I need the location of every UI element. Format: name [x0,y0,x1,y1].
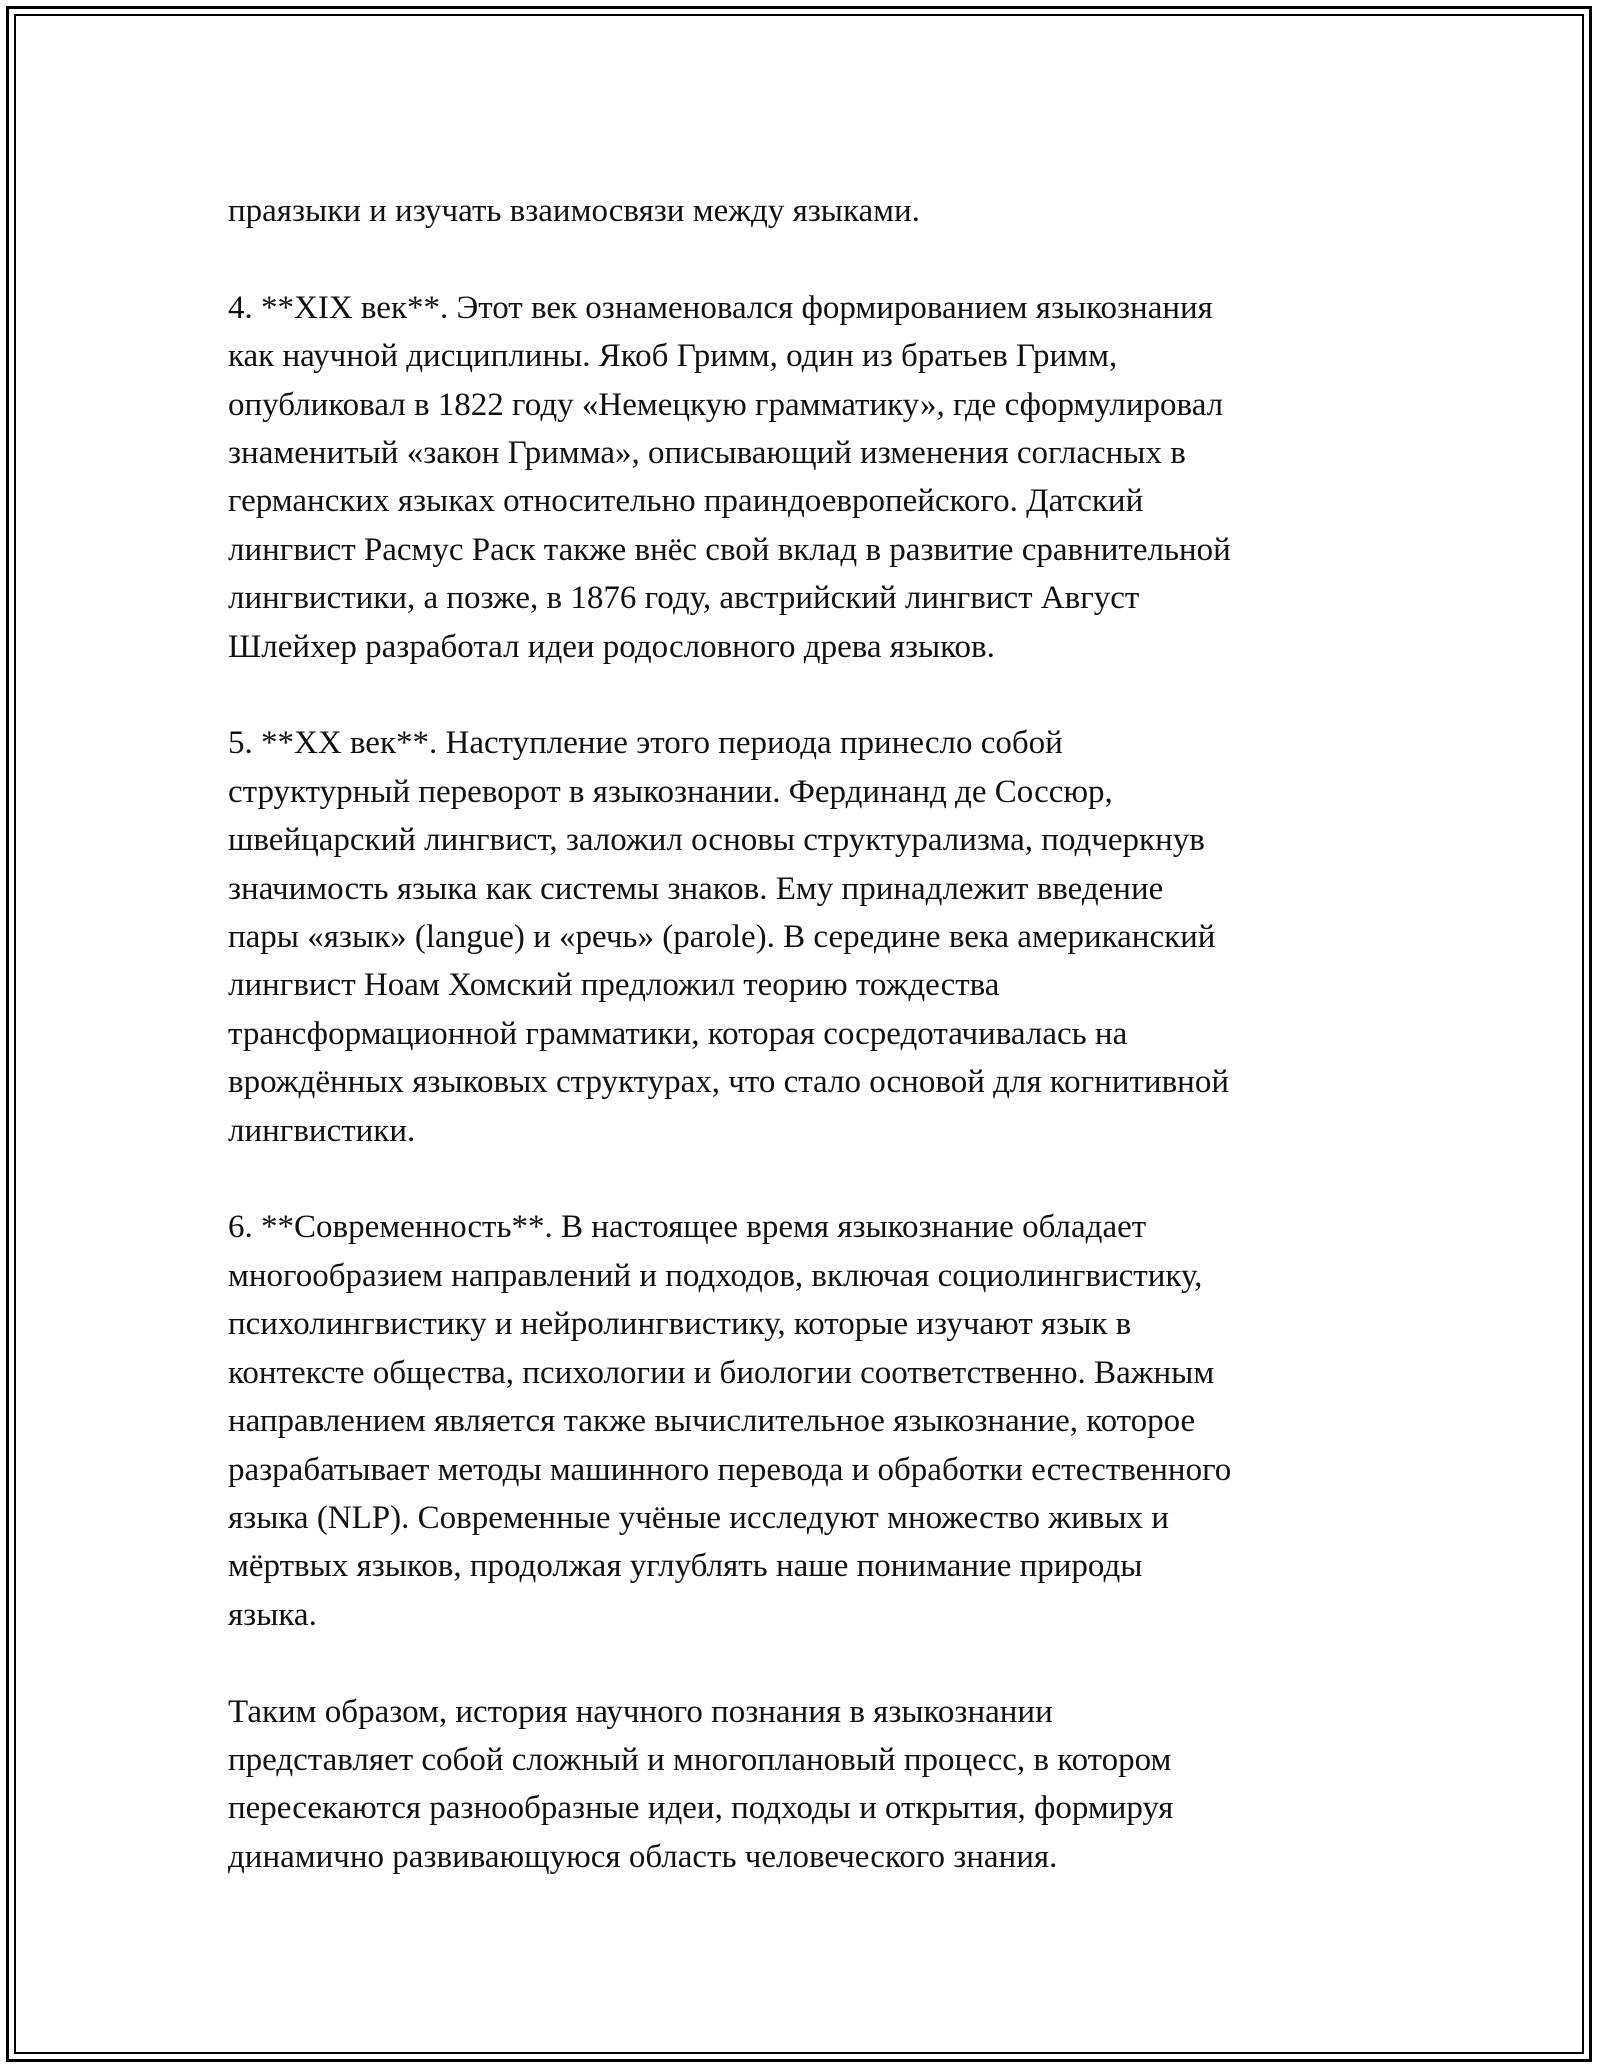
text-line: германских языках относительно праиндоевропейского. Датский [228,483,1144,520]
text-line: швейцарский лингвист, заложил основы структурализма, подчеркнув [228,822,1205,859]
text-line: языка (NLP). Современные учёные исследуют множество живых и [228,1499,1169,1536]
text-line: психолингвистику и нейролингвистику, которые изучают язык в [228,1306,1132,1343]
text-line: лингвист Расмус Раск также внёс свой вклад в развитие сравнительной [228,531,1231,568]
text-line: как научной дисциплины. Якоб Гримм, один из братьев Гримм, [228,338,1118,375]
text-line: многообразием направлений и подходов, включая социолингвистику, [228,1257,1203,1294]
paragraph [228,1688,1378,1882]
text-line: лингвист Ноам Хомский предложил теорию тождества [228,967,1000,1004]
text-line: Таким образом, история научного познания в языкознании [228,1693,1053,1730]
text-line: мёртвых языков, продолжая углублять наше понимание природы [228,1548,1143,1585]
text-line: представляет собой сложный и многоплановый процесс, в котором [228,1741,1172,1778]
text-line: динамично развивающуюся область человеческого знания. [228,1838,1058,1875]
paragraph [228,284,1378,671]
text-line: значимость языка как системы знаков. Ему принадлежит введение [228,870,1164,907]
paragraph [228,1203,1378,1639]
paragraph [228,719,1378,1155]
text-line: опубликовал в 1822 году «Немецкую грамматику», где сформулировал [228,386,1224,423]
text-line: лингвистики. [228,1112,416,1149]
text-line: 6. **Современность**. В настоящее время языкознание обладает [228,1209,1147,1246]
text-line: 5. **XX век**. Наступление этого периода принесло собой [228,725,1063,762]
text-line: знаменитый «закон Гримма», описывающий изменения согласных в [228,435,1186,472]
text-line: врождённых языковых структурах, что стало основой для когнитивной [228,1064,1229,1101]
text-line: праязыки и изучать взаимосвязи между языками. [228,193,920,229]
text-line: трансформационной грамматики, которая сосредотачивалась на [228,1015,1128,1052]
paragraph [228,187,1378,235]
document-body [228,187,1378,1930]
text-line: пары «язык» (langue) и «речь» (parole). В середине века американский [228,919,1216,956]
text-line: пересекаются разнообразные идеи, подходы и открытия, формируя [228,1790,1174,1827]
text-line: структурный переворот в языкознании. Фердинанд де Соссюр, [228,773,1113,810]
text-line: направлением является также вычислительное языкознание, которое [228,1403,1196,1440]
text-line: языка. [228,1596,317,1633]
text-line: контексте общества, психологии и биологии соответственно. Важным [228,1354,1215,1391]
text-line: лингвистики, а позже, в 1876 году, австрийский лингвист Август [228,580,1140,617]
text-line: разрабатывает методы машинного перевода и обработки естественного [228,1451,1232,1488]
text-line: Шлейхер разработал идеи родословного древа языков. [228,628,995,665]
text-line: 4. **XIX век**. Этот век ознаменовался формированием языкознания [228,289,1213,326]
